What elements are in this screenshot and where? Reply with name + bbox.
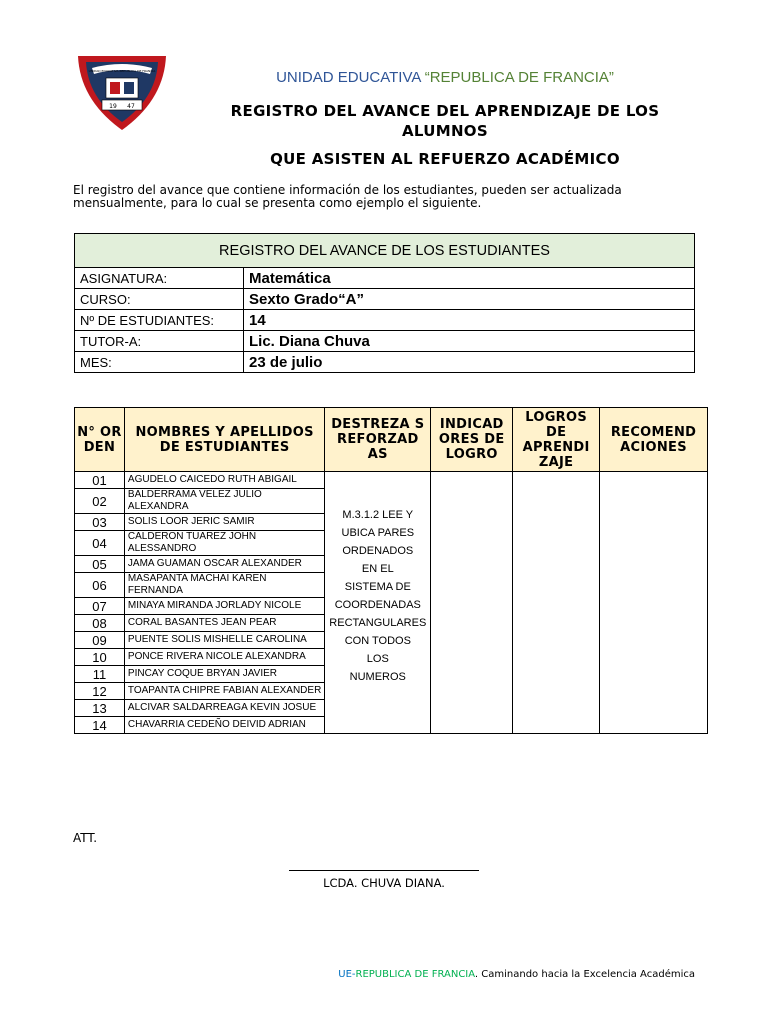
reinforced-skill [325, 472, 431, 734]
order-number: 09 [75, 632, 125, 649]
order-number: 06 [75, 573, 125, 598]
info-label: Nº DE ESTUDIANTES: [75, 310, 244, 331]
quote-open: “ [424, 69, 430, 86]
info-table-heading: REGISTRO DEL AVANCE DE LOS ESTUDIANTES [75, 234, 695, 268]
school-name [180, 69, 710, 86]
school-prefix: UNIDAD EDUCATIVA [276, 69, 425, 86]
student-name: MASAPANTA MACHAI KAREN FERNANDA [124, 573, 324, 598]
footer [300, 969, 695, 980]
student-name: MINAYA MIRANDA JORLADY NICOLE [124, 598, 324, 615]
order-number: 14 [75, 717, 125, 734]
signer-name: LCDA. CHUVA DIANA. [323, 876, 445, 890]
header-indicators: INDICAD ORES DE LOGRO [431, 408, 513, 472]
student-name: CORAL BASANTES JEAN PEAR [124, 615, 324, 632]
student-name: ALCIVAR SALDARREAGA KEVIN JOSUE [124, 700, 324, 717]
header-achievements: LOGROS DE APRENDI ZAJE [513, 408, 600, 472]
info-value: 23 de julio [244, 352, 695, 373]
skill-line: SISTEMA DE [344, 581, 411, 593]
recommendations-cell [600, 472, 708, 734]
student-name: TOAPANTA CHIPRE FABIAN ALEXANDER [124, 683, 324, 700]
header-names: NOMBRES Y APELLIDOS DE ESTUDIANTES [124, 408, 324, 472]
info-label: TUTOR-A: [75, 331, 244, 352]
skill-line: LOS [366, 653, 389, 665]
quote-close: ” [608, 69, 614, 86]
signature-line [289, 870, 479, 871]
document-subtitle: QUE ASISTEN AL REFUERZO ACADÉMICO [270, 150, 620, 168]
table-row [75, 472, 708, 489]
att-label: ATT. [73, 831, 98, 845]
order-number: 04 [75, 531, 125, 556]
student-name: AGUDELO CAICEDO RUTH ABIGAIL [124, 472, 324, 489]
info-value: Sexto Grado“A” [244, 289, 695, 310]
student-name: PONCE RIVERA NICOLE ALEXANDRA [124, 649, 324, 666]
info-value: 14 [244, 310, 695, 331]
order-number: 07 [75, 598, 125, 615]
info-row-tutor [75, 331, 695, 352]
svg-text:UNIDAD EDUCATIVA REPUBLICA DE: UNIDAD EDUCATIVA REPUBLICA DE FRANCIA [88, 69, 156, 73]
student-name: SOLIS LOOR JERIC SAMIR [124, 514, 324, 531]
student-name: BALDERRAMA VELEZ JULIO ALEXANDRA [124, 489, 324, 514]
info-row-curso [75, 289, 695, 310]
order-number: 05 [75, 556, 125, 573]
student-name: PINCAY COQUE BRYAN JAVIER [124, 666, 324, 683]
intro-paragraph: El registro del avance que contiene información de los estudiantes, pueden ser actualizada mensualmente, para lo cual se presenta como ejemplo el siguiente. [73, 183, 622, 210]
skill-line: COORDENADAS [334, 599, 421, 611]
skill-line: NUMEROS [349, 671, 406, 683]
svg-text:19: 19 [109, 103, 117, 110]
order-number: 13 [75, 700, 125, 717]
footer-prefix: UE- [338, 969, 356, 980]
order-number: 03 [75, 514, 125, 531]
footer-school: REPUBLICA DE FRANCIA [355, 969, 475, 980]
student-progress-table [74, 407, 708, 734]
order-number: 01 [75, 472, 125, 489]
skill-line: ORDENADOS [342, 545, 414, 557]
skill-line: UBICA PARES [341, 527, 415, 539]
document-title: REGISTRO DEL AVANCE DEL APRENDIZAJE DE LOS ALUMNOS [230, 102, 660, 140]
info-label: MES: [75, 352, 244, 373]
order-number: 12 [75, 683, 125, 700]
header-skills: DESTREZA S REFORZAD AS [325, 408, 431, 472]
info-row-asignatura [75, 268, 695, 289]
info-row-estudiantes [75, 310, 695, 331]
skill-line: CON TODOS [344, 635, 411, 647]
info-label: CURSO: [75, 289, 244, 310]
header-order: N° OR DEN [75, 408, 125, 472]
footer-motto: . Caminando hacia la Excelencia Académica [474, 969, 695, 980]
info-row-mes [75, 352, 695, 373]
skill-line: EN EL [361, 563, 394, 575]
info-value: Lic. Diana Chuva [244, 331, 695, 352]
svg-text:47: 47 [127, 103, 135, 110]
student-name: CALDERON TUAREZ JOHN ALESSANDRO [124, 531, 324, 556]
skill-line: RECTANGULARES [329, 617, 427, 629]
skill-line: M.3.1.2 LEE Y [342, 509, 414, 521]
school-crest-logo [72, 50, 172, 134]
info-label: ASIGNATURA: [75, 268, 244, 289]
student-name: JAMA GUAMAN OSCAR ALEXANDER [124, 556, 324, 573]
student-name: PUENTE SOLIS MISHELLE CAROLINA [124, 632, 324, 649]
student-name: CHAVARRIA CEDEÑO DEIVID ADRIAN [124, 717, 324, 734]
indicators-cell [431, 472, 513, 734]
achievements-cell [513, 472, 600, 734]
header-recommendations: RECOMEND ACIONES [600, 408, 708, 472]
order-number: 11 [75, 666, 125, 683]
info-value: Matemática [244, 268, 695, 289]
order-number: 10 [75, 649, 125, 666]
school-name-text: REPUBLICA DE FRANCIA [429, 69, 609, 86]
order-number: 08 [75, 615, 125, 632]
info-table [74, 233, 695, 373]
order-number: 02 [75, 489, 125, 514]
